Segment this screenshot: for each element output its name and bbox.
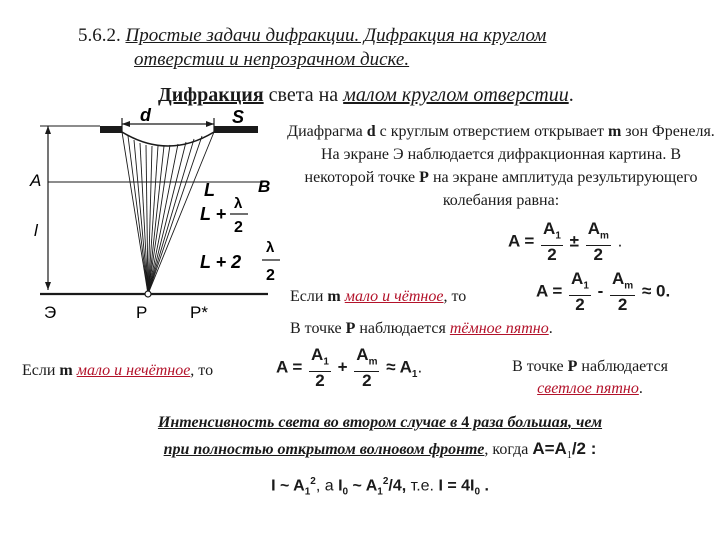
formula1-a1-sub: 1 (555, 230, 561, 242)
conclusion-1a: Интенсивность света во втором случае в (157, 414, 462, 431)
intro-P: P (419, 169, 429, 186)
label-P-star: P* (190, 303, 208, 322)
heading-line-2: отверстии и непрозрачном диске. (134, 49, 410, 70)
even-prefix: Если (290, 288, 328, 305)
even-conclusion-prefix: В точке (290, 320, 346, 337)
even-am: A (612, 269, 625, 288)
conclusion-3a: I ~ A (271, 477, 305, 495)
conclusion-3e: /4, (388, 477, 407, 495)
even-end: . (548, 320, 553, 337)
odd-am-sub: m (368, 356, 378, 368)
conclusion-3csub: 0 (342, 486, 349, 498)
formula1-frac-a1 (541, 220, 563, 264)
right-diaphragm-plate (214, 126, 258, 133)
wavefront-arc (122, 132, 214, 146)
odd-result: ≈ A (386, 357, 412, 377)
even-m: m (327, 288, 341, 305)
subtitle-bold: Дифракция (158, 84, 264, 106)
conclusion-four: 4 (461, 414, 470, 431)
odd-a1-sub: 1 (323, 356, 329, 368)
even-conclusion (290, 318, 553, 340)
conclusion-2a: при полностью открытом волновом фронте (163, 441, 485, 458)
formula1-am-sub: m (599, 230, 609, 242)
odd-conclusion-mid: наблюдается (577, 358, 668, 375)
formula1-end: . (617, 231, 623, 251)
formula1-frac-am (586, 220, 611, 264)
even-a1-sub: 1 (583, 280, 589, 292)
even-lhs: A = (536, 281, 563, 301)
formula1-a1: A (543, 219, 556, 238)
intro-text-3: зон Френеля. На экране Э наблюдается дифракционная картина. В некоторой точке (304, 123, 715, 186)
label-d: d (140, 108, 151, 125)
conclusion-1c: , чем (568, 414, 603, 431)
intro-text-2: с круглым отверстием открывает (375, 123, 608, 140)
odd-frac-a1 (309, 346, 331, 390)
subtitle-middle: света на (263, 84, 344, 106)
conclusion-3dsub: 1 (377, 486, 383, 498)
formula-odd (276, 346, 422, 390)
conclusion-3c: I (338, 477, 343, 495)
odd-lhs: A = (276, 357, 303, 377)
even-am-sub: m (624, 280, 634, 292)
odd-den-2: 2 (362, 371, 372, 391)
subtitle-end: . (568, 84, 574, 106)
conclusion-line-2 (60, 436, 700, 469)
odd-suffix: , то (190, 362, 214, 379)
conclusion-3dsup: 2 (382, 476, 389, 488)
intro-paragraph (286, 120, 716, 212)
label-two-2: 2 (266, 267, 275, 284)
odd-conclusion-prefix: В точке (512, 358, 568, 375)
conclusion-2b: , когда (484, 441, 533, 458)
formula1-lhs: A = (508, 231, 535, 251)
label-lambda-2: λ (266, 239, 275, 256)
even-result: ≈ 0. (641, 281, 671, 301)
formula-amplitude (508, 220, 622, 264)
subtitle-italic: малом круглом отверстии (343, 84, 569, 106)
odd-P: P (567, 358, 578, 375)
formula-even (536, 270, 670, 314)
section-number: 5.6.2. (78, 25, 121, 46)
intro-m: m (607, 123, 622, 140)
conclusion-2sub: 1 (566, 450, 572, 462)
conclusion-line-3 (60, 469, 700, 506)
even-conclusion-mid: наблюдается (355, 320, 450, 337)
point-P-marker (145, 291, 151, 297)
formula1-am: A (587, 219, 600, 238)
even-a1: A (571, 269, 584, 288)
odd-conclusion (470, 356, 710, 400)
conclusion-3gsub: 0 (474, 486, 481, 498)
label-L: L (204, 180, 215, 200)
conclusion-3b: , а (315, 477, 339, 495)
intro-d: d (366, 123, 376, 140)
conclusion-1b: раза большая (469, 414, 568, 431)
label-L-plus: L + (200, 204, 227, 224)
label-B: B (258, 177, 271, 196)
formula1-den-1: 2 (547, 245, 557, 265)
odd-den-1: 2 (315, 371, 325, 391)
even-P: P (345, 320, 356, 337)
odd-result-end: . (417, 357, 423, 377)
conclusion-3d: ~ A (348, 477, 378, 495)
subtitle (158, 83, 574, 107)
odd-plus: + (337, 357, 348, 377)
formula1-den-2: 2 (593, 245, 604, 265)
even-case-text (290, 286, 466, 308)
odd-prefix: Если (22, 362, 60, 379)
label-P: P (136, 303, 148, 322)
odd-a1: A (311, 345, 324, 364)
intro-text-1: Диафрагма (287, 123, 367, 140)
odd-am: A (356, 345, 369, 364)
even-den-2: 2 (617, 295, 628, 315)
intensity-conclusion (60, 410, 700, 506)
odd-condition: мало и нечётное (76, 362, 191, 379)
dark-spot-text: тёмное пятно (449, 320, 549, 337)
conclusion-2d: /2 : (571, 439, 597, 458)
diffraction-diagram (18, 108, 290, 328)
conclusion-3h: . (480, 477, 489, 495)
label-screen-E: Э (44, 303, 57, 322)
formula1-pm: ± (569, 231, 579, 251)
even-minus: - (597, 281, 604, 301)
conclusion-3sup: 2 (310, 476, 316, 488)
conclusion-3sub: 1 (304, 486, 311, 498)
odd-result-sub: 1 (411, 369, 418, 381)
odd-frac-am (354, 346, 379, 390)
label-lambda-1: λ (234, 195, 243, 212)
conclusion-3g: I = 4I (438, 477, 475, 495)
section-heading (78, 24, 698, 72)
conclusion-2c: A=A (532, 439, 567, 458)
even-frac-am (610, 270, 635, 314)
even-den-1: 2 (575, 295, 585, 315)
even-suffix: , то (443, 288, 467, 305)
conclusion-line-1 (60, 410, 700, 436)
even-condition: мало и чётное (344, 288, 444, 305)
bright-spot-text: светлое пятно (537, 380, 639, 397)
heading-line-1: Простые задачи дифракции. Дифракция на круглом (125, 25, 547, 46)
label-A: A (30, 171, 42, 190)
conclusion-3f: т.е. (406, 477, 439, 495)
even-frac-a1 (569, 270, 591, 314)
odd-case-text (22, 360, 213, 382)
label-l: l (34, 221, 38, 240)
label-two-1: 2 (234, 219, 243, 236)
intro-text-4: на экране амплитуда результирующего колебания равна: (428, 169, 698, 209)
odd-m: m (59, 362, 73, 379)
label-S: S (232, 108, 245, 127)
label-L-plus-2: L + 2 (200, 252, 242, 272)
left-diaphragm-plate (100, 126, 122, 133)
odd-end: . (638, 380, 643, 397)
